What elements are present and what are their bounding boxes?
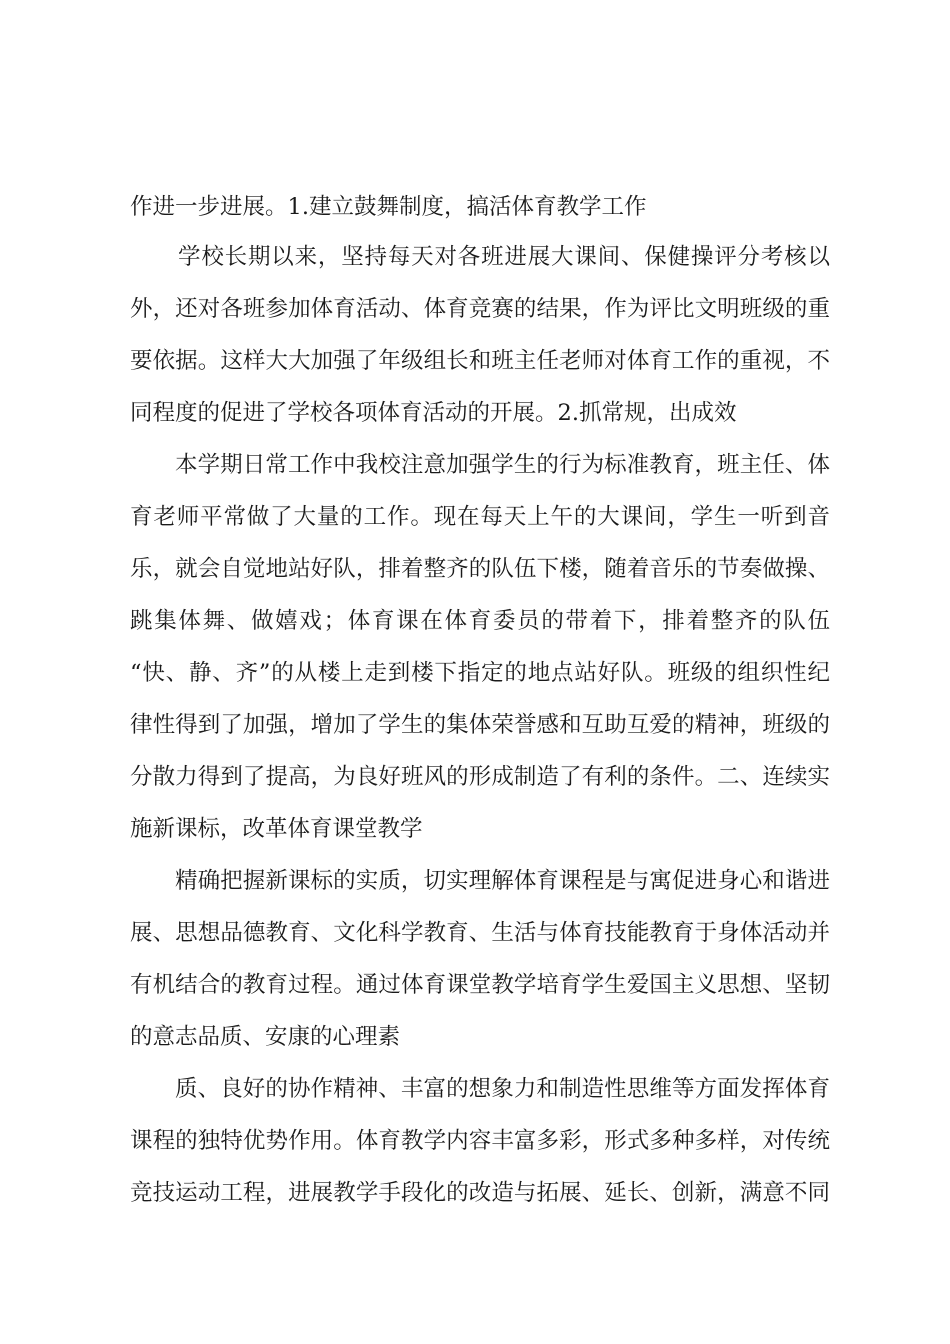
text-line-1: 作进一步进展。1.建立鼓舞制度，搞活体育教学工作 <box>130 194 647 220</box>
paragraph-3-line-2: 展、思想品德教育、文化科学教育、生活与体育技能教育于身体活动并 <box>130 920 830 946</box>
paragraph-1-line-2: 外，还对各班参加体育活动、体育竞赛的结果，作为评比文明班级的重 <box>130 296 830 322</box>
paragraph-3-line-4: 的意志品质、安康的心理素 <box>130 1024 401 1050</box>
paragraph-2-line-7: 分散力得到了提高，为良好班风的形成制造了有利的条件。二、连续实 <box>130 764 830 790</box>
paragraph-4-line-2: 课程的独特优势作用。体育教学内容丰富多彩，形式多种多样，对传统 <box>130 1128 830 1154</box>
paragraph-2-line-3: 乐，就会自觉地站好队，排着整齐的队伍下楼，随着音乐的节奏做操、 <box>130 556 830 582</box>
paragraph-2-line-6: 律性得到了加强，增加了学生的集体荣誉感和互助互爱的精神，班级的 <box>130 712 830 738</box>
paragraph-2-line-4: 跳集体舞、做嬉戏；体育课在体育委员的带着下，排着整齐的队伍 <box>130 608 830 634</box>
paragraph-2-line-5: “快、静、齐”的从楼上走到楼下指定的地点站好队。班级的组织性纪 <box>130 660 830 686</box>
paragraph-3-line-1: 精确把握新课标的实质，切实理解体育课程是与寓促进身心和谐进 <box>175 868 830 894</box>
paragraph-4-line-3: 竞技运动工程，进展教学手段化的改造与拓展、延长、创新，满意不同 <box>130 1180 830 1206</box>
paragraph-2-line-2: 育老师平常做了大量的工作。现在每天上午的大课间，学生一听到音 <box>130 504 830 530</box>
paragraph-4-line-1: 质、良好的协作精神、丰富的想象力和制造性思维等方面发挥体育 <box>175 1076 830 1102</box>
paragraph-2-line-8: 施新课标，改革体育课堂教学 <box>130 816 423 842</box>
paragraph-3-line-3: 有机结合的教育过程。通过体育课堂教学培育学生爱国主义思想、坚韧 <box>130 972 830 998</box>
paragraph-1-line-4: 同程度的促进了学校各项体育活动的开展。2.抓常规，出成效 <box>130 400 737 426</box>
paragraph-2-line-1: 本学期日常工作中我校注意加强学生的行为标准教育，班主任、体 <box>175 452 830 478</box>
paragraph-1-line-1: 学校长期以来，坚持每天对各班进展大课间、保健操评分考核以 <box>178 244 830 270</box>
paragraph-1-line-3: 要依据。这样大大加强了年级组长和班主任老师对体育工作的重视，不 <box>130 348 830 374</box>
